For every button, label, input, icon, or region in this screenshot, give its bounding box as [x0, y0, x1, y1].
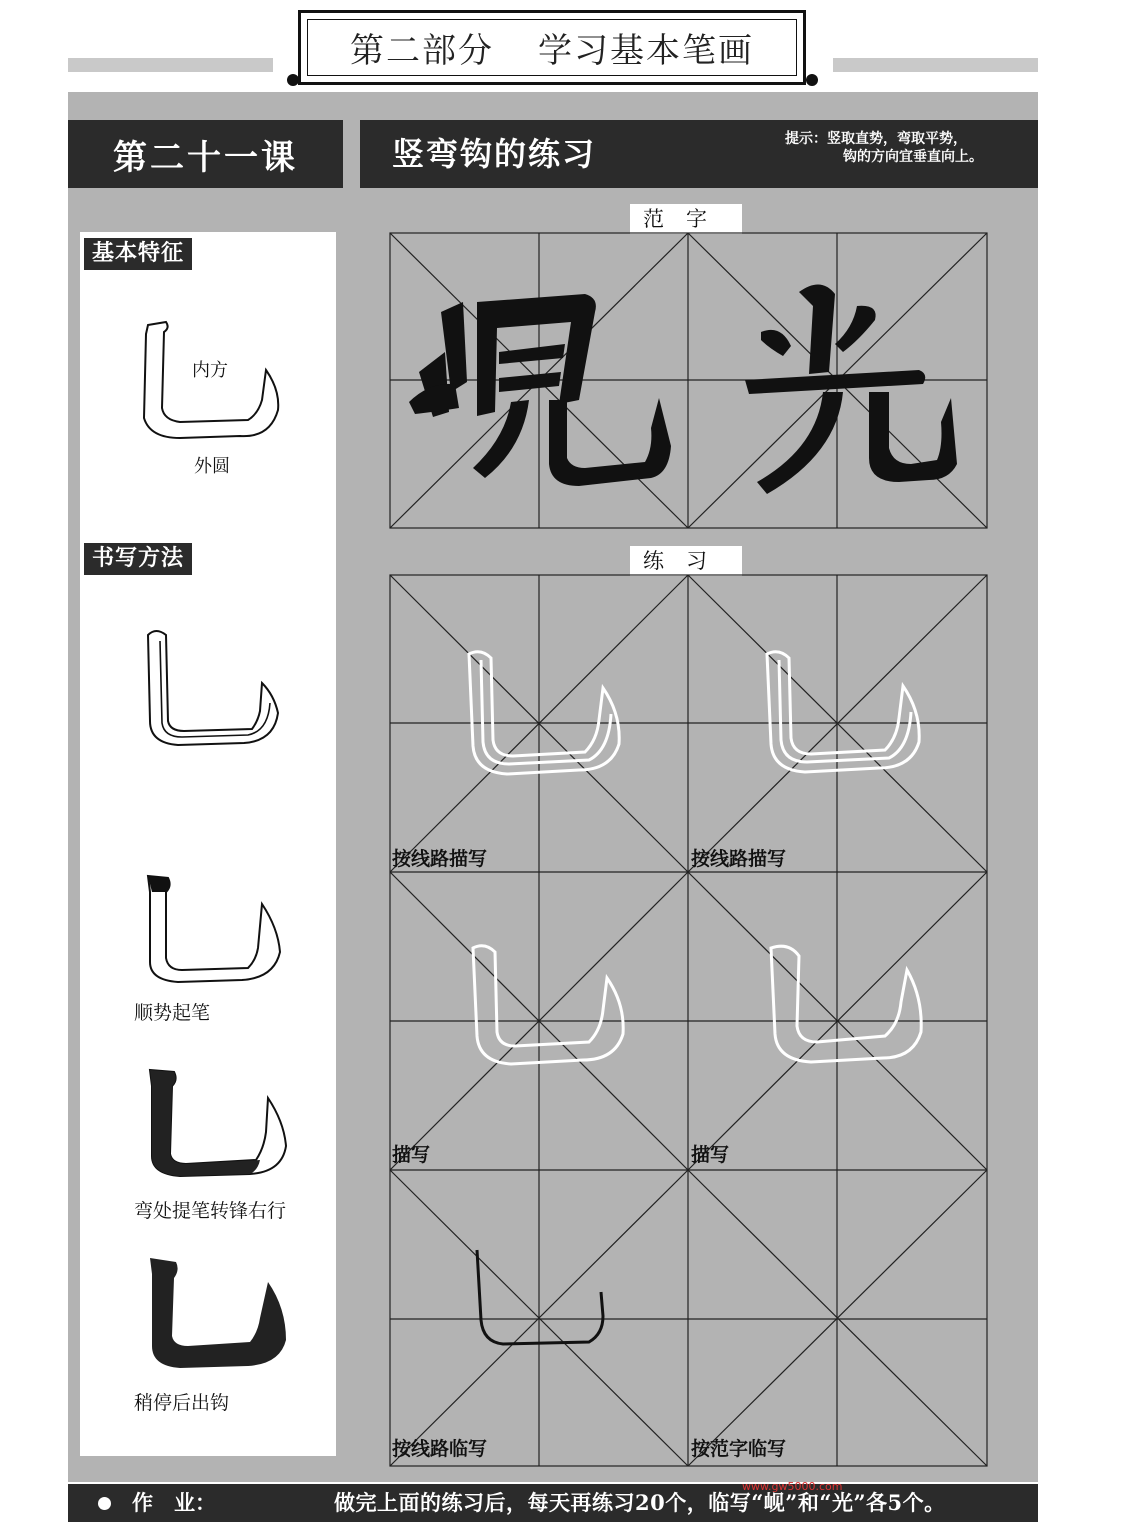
model-grid-label: 范字	[630, 204, 742, 234]
step-caption-1: 顺势起笔	[134, 1002, 211, 1024]
lesson-number: 第二十一课	[68, 120, 343, 188]
homework-text: 做完上面的练习后，每天再练习20个，临写“岘”和“光”各5个。	[334, 1490, 946, 1515]
practice-cell-label-4: 描写	[691, 1144, 730, 1166]
practice-cell-label-2: 按线路描写	[691, 848, 787, 870]
practice-cell-label-6: 按范字临写	[691, 1438, 787, 1460]
inner-square-label: 内方	[192, 360, 228, 381]
part-number: 第二部分	[350, 31, 494, 71]
ornament-dot-right	[806, 74, 818, 86]
method-step-hook	[140, 1252, 300, 1382]
top-rule-right	[833, 58, 1038, 72]
lesson-hint	[785, 130, 1035, 166]
practice-cell-label-1: 按线路描写	[392, 848, 488, 870]
hint-line-1: 提示：竖取直势，弯取平势，	[785, 131, 967, 147]
method-step-outline	[140, 625, 300, 750]
step-caption-3: 稍停后出钩	[134, 1392, 230, 1414]
watermark: www.gw5000.com	[742, 1480, 843, 1493]
part-title	[307, 19, 797, 76]
part-title-box	[298, 10, 806, 85]
features-tag: 基本特征	[84, 238, 192, 270]
part-subtitle: 学习基本笔画	[538, 31, 754, 71]
hint-line-2: 钩的方向宜垂直向上。	[843, 149, 983, 165]
practice-cell-label-3: 描写	[392, 1144, 431, 1166]
practice-grid	[389, 574, 989, 1468]
lesson-title: 竖弯钩的练习	[392, 135, 597, 173]
practice-cell-label-5: 按线路临写	[392, 1438, 488, 1460]
method-step-turn	[140, 1062, 300, 1187]
bullet-icon	[98, 1497, 111, 1510]
homework-label: 作 业：	[132, 1490, 216, 1515]
model-grid	[389, 232, 989, 530]
method-step-start	[138, 868, 298, 993]
practice-grid-label: 练习	[630, 546, 742, 576]
homework-bar	[68, 1484, 1038, 1522]
top-rule-left	[68, 58, 273, 72]
outer-round-label: 外圆	[194, 456, 230, 477]
step-caption-2: 弯处提笔转锋右行	[134, 1200, 287, 1222]
method-tag: 书写方法	[84, 543, 192, 575]
